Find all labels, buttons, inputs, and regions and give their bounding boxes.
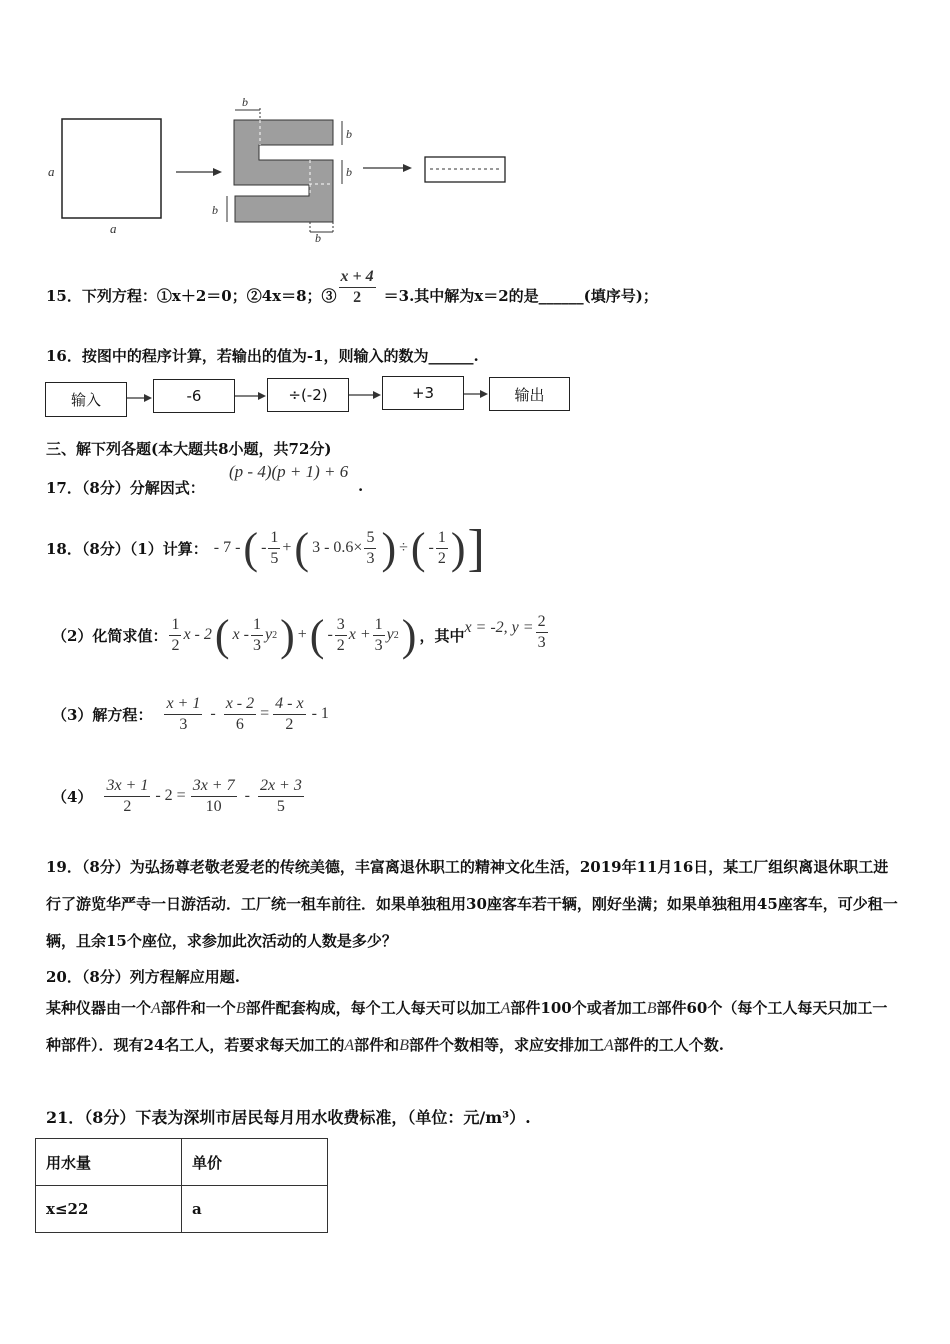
q18p2-x-minus: x - <box>232 626 249 643</box>
q18-part1-label: 18．（8分）（1）计算： <box>46 539 208 558</box>
q18p1-lparen-3: ( <box>410 523 426 573</box>
q18p2-minus: - <box>327 626 333 643</box>
q18p4-op: - <box>244 787 250 804</box>
flow-input-box: 输入 <box>45 382 127 417</box>
q18p1-minus2: - <box>428 539 434 556</box>
q18-part2-cond: x = -2, y = <box>464 619 534 636</box>
q20-B3: B <box>399 1037 409 1054</box>
q18p1-frac3-den: 2 <box>437 549 446 567</box>
folding-figure <box>40 95 520 245</box>
question-19: 19．（8分）为弘扬尊老敬老爱老的传统美德，丰富离退休职工的精神文化生活，2019年11月16日，某工厂组织离退休职工进行了游览华严寺一日游活动．工厂统一租车前往．如果单独租用30座客车若干辆，刚好坐满；如果单独租用45座客车，可少租一辆，且余15个座位，求参加此次活动的人数是多少？ <box>46 858 898 950</box>
q17-prefix: 17．（8分）分解因式： <box>46 479 205 497</box>
q18p1-frac-1-2 <box>436 529 448 568</box>
flow-minus6-box: -6 <box>153 379 235 413</box>
q18-part2-expr <box>167 610 419 661</box>
label-b-left: b <box>212 203 218 217</box>
q18p2-f1-num: 1 <box>169 616 181 636</box>
q18p1-minus7: - 7 - <box>213 539 241 556</box>
q18-part1-expr <box>214 519 486 578</box>
q18-part4-label: （4） <box>52 787 93 806</box>
question-18-part4 <box>52 770 306 822</box>
flow-plus3-box: +3 <box>382 376 464 410</box>
q18p1-rparen-1: ] <box>467 519 485 577</box>
q15-frac-den: 2 <box>353 288 362 306</box>
s-shape <box>234 120 333 222</box>
q18p3-frac-2 <box>224 695 256 734</box>
q17-expr: (p - 4)(p + 1) + 6 <box>229 462 349 481</box>
q18p2-x-plus: x + <box>348 626 371 643</box>
q18p3-d3: 2 <box>285 715 294 733</box>
q18p3-n3: 4 - x <box>273 695 305 715</box>
q18p3-d2: 6 <box>235 715 244 733</box>
q18p2-cond-num: 2 <box>536 613 548 633</box>
q15-fraction <box>339 268 376 307</box>
q18p3-n1: x + 1 <box>164 695 202 715</box>
question-15 <box>46 258 658 328</box>
flow-output-box: 输出 <box>489 377 570 411</box>
q18p4-n3: 2x + 3 <box>258 777 304 797</box>
q18p1-minus: - <box>261 539 267 556</box>
q18p1-frac-5-3 <box>364 529 376 568</box>
q18p2-plus: + <box>297 626 307 643</box>
q20-t5: 部件60个（每个工人每天只加工一种部件）．现有24名工人，若要求每天加工的 <box>46 999 888 1054</box>
q15-frac-num: x + 4 <box>339 268 376 288</box>
q18p3-eq: = <box>260 705 270 722</box>
q20-A4: A <box>603 1037 614 1054</box>
q18p1-frac3-num: 1 <box>436 529 448 549</box>
q18-part2-mid: ，其中 <box>419 626 465 645</box>
q18p3-frac-3 <box>273 695 305 734</box>
label-a-left: a <box>48 164 55 179</box>
square-a <box>62 119 161 218</box>
q18p1-plus: + <box>282 539 292 556</box>
table-cell-price: a <box>182 1186 328 1233</box>
q18-part3-label: （3）解方程： <box>52 705 153 724</box>
table-header-row <box>36 1139 328 1186</box>
q15-prefix: 15．下列方程：①x＋2＝0；②4x＝8；③ <box>46 286 337 305</box>
q18p4-mid: - 2 = <box>155 787 186 804</box>
table-cell-usage: x≤22 <box>36 1186 182 1233</box>
arrow-1-head <box>213 168 222 176</box>
q18p2-f4-den: 3 <box>374 636 383 654</box>
question-18-part3 <box>52 688 329 740</box>
q18p2-rparen-1: ) <box>280 610 295 660</box>
q20-t8: 部件的工人个数. <box>613 1036 724 1054</box>
q18p2-lparen-2: ( <box>309 610 325 660</box>
q18p2-lparen-1: ( <box>214 610 230 660</box>
flow-divide-box: ÷(-2) <box>267 378 349 412</box>
q18-part4-expr <box>102 777 305 816</box>
q18p2-f3-num: 3 <box>335 616 347 636</box>
q18p4-frac-3 <box>258 777 304 816</box>
question-20-title: 20．（8分）列方程解应用题. <box>46 968 241 986</box>
q18p1-rparen-3: ) <box>450 523 466 573</box>
question-21: 21．（8分）下表为深圳市居民每月用水收费标准，（单位：元/m³）. <box>46 1108 531 1127</box>
q20-A2: A <box>500 1000 511 1017</box>
q18p4-n2: 3x + 7 <box>191 777 237 797</box>
q18-part2-label: （2）化简求值： <box>52 626 168 645</box>
q18p3-op1: - <box>210 705 216 722</box>
q18p2-x-minus-2: x - 2 <box>183 626 212 643</box>
q18p4-d2: 10 <box>205 797 222 815</box>
q18p2-cond-frac <box>536 613 548 652</box>
q18p1-frac2-den: 3 <box>366 549 375 567</box>
q18p2-f1-den: 2 <box>171 636 180 654</box>
q20-A1: A <box>151 1000 161 1017</box>
label-a-bottom: a <box>110 221 117 236</box>
q18p1-frac-den: 5 <box>270 549 279 567</box>
q18p1-frac-1-5 <box>268 529 280 568</box>
q18p2-rparen-2: ) <box>401 610 417 660</box>
q18p2-f2-den: 3 <box>252 636 261 654</box>
table-header-price: 单价 <box>182 1139 328 1186</box>
q18p1-frac-num: 1 <box>268 529 280 549</box>
q18p2-f3-den: 2 <box>336 636 345 654</box>
q18p3-tail: - 1 <box>311 705 329 722</box>
q18p1-three-minus: 3 - 0.6× <box>312 539 363 556</box>
q18p3-frac-1 <box>164 695 202 734</box>
q18p4-d1: 2 <box>123 797 132 815</box>
q18p1-div: ÷ <box>399 539 408 556</box>
q18p2-y: y <box>264 626 273 643</box>
q20-t7: 部件个数相等，求应安排加工 <box>408 1036 604 1054</box>
q18p2-f4-num: 1 <box>373 616 385 636</box>
q20-B2: B <box>646 1000 657 1017</box>
q18p2-cond-den: 3 <box>537 633 546 651</box>
q18p1-lparen-1: ( <box>243 523 259 573</box>
q20-t4: 部件100个或者加工 <box>510 999 647 1017</box>
q20-t6: 部件和 <box>354 1036 400 1054</box>
q18p4-frac-2 <box>191 777 237 816</box>
q20-t2: 部件和一个 <box>160 999 236 1017</box>
question-20-body <box>46 990 901 1064</box>
label-b-right-upper: b <box>346 127 352 141</box>
water-fee-table <box>35 1138 328 1233</box>
table-row <box>36 1186 328 1233</box>
q18p1-lparen-2: ( <box>294 523 310 573</box>
flow-arrow-3-head <box>373 391 381 399</box>
q18p2-y2: y <box>386 626 394 643</box>
q15-suffix: ＝3.其中解为x＝2的是______(填序号)； <box>383 286 658 305</box>
q18p2-f2-num: 1 <box>251 616 263 636</box>
section-3-title: 三、解下列各题(本大题共8小题，共72分) <box>46 440 332 458</box>
arrow-2-head <box>403 164 412 172</box>
q18p2-frac-1-2 <box>169 616 181 655</box>
q20-t1: 某种仪器由一个 <box>46 999 152 1017</box>
q17-suffix: . <box>358 477 364 495</box>
q20-B1: B <box>235 1000 246 1017</box>
q18p2-frac-1-3 <box>251 616 263 655</box>
q18p2-frac-1-3b <box>373 616 385 655</box>
question-18-part2 <box>52 602 550 668</box>
q18p4-frac-1 <box>104 777 150 816</box>
q18p2-frac-3-2 <box>335 616 347 655</box>
q18p3-n2: x - 2 <box>224 695 256 715</box>
flow-arrow-1-head <box>144 394 152 402</box>
q18p2-sq: 2 <box>272 629 278 641</box>
label-b-right-lower: b <box>346 165 352 179</box>
q18p4-n1: 3x + 1 <box>104 777 150 797</box>
label-b-top: b <box>242 95 248 109</box>
q18p2-sq2: 2 <box>393 629 399 641</box>
q18p3-d1: 3 <box>179 715 188 733</box>
question-16: 16．按图中的程序计算，若输出的值为-1，则输入的数为______. <box>46 347 479 365</box>
label-b-bottom: b <box>315 231 321 245</box>
q18p1-frac2-num: 5 <box>364 529 376 549</box>
table-header-usage: 用水量 <box>36 1139 182 1186</box>
q20-t3: 部件配套构成，每个工人每天可以加工 <box>245 999 501 1017</box>
question-18-part1 <box>46 518 486 578</box>
q18p1-rparen-2: ) <box>381 523 397 573</box>
q20-A3: A <box>344 1037 355 1054</box>
flow-arrows <box>120 385 500 415</box>
flow-arrow-4-head <box>480 390 488 398</box>
flow-arrow-2-head <box>258 392 266 400</box>
q18p4-d3: 5 <box>276 797 285 815</box>
q18-part3-expr <box>162 695 328 734</box>
